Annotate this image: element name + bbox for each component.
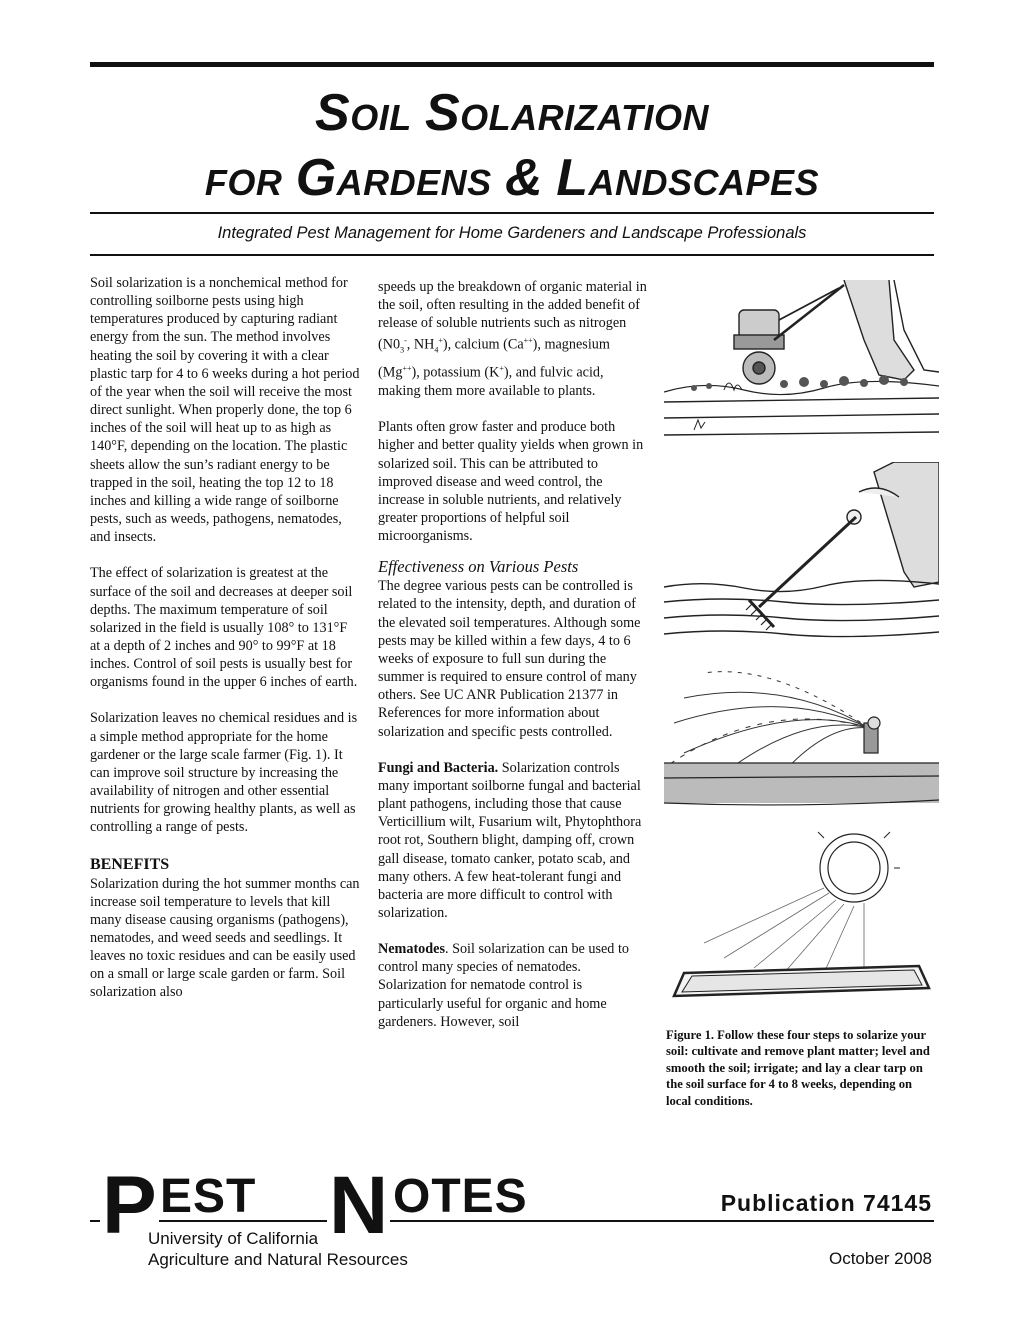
irrigate-illustration (664, 668, 939, 828)
brand-est: EST (160, 1170, 257, 1223)
nh4-superscript: + (438, 336, 443, 346)
k-superscript: + (499, 364, 504, 374)
nematodes-paragraph (378, 940, 648, 1031)
org-line-1: University of California (148, 1229, 319, 1248)
publication-date: October 2008 (828, 1249, 932, 1268)
nutrients-text-c: ), calcium (Ca (442, 337, 524, 354)
no3-subscript: 3 (400, 346, 405, 356)
benefits-heading: BENEFITS (90, 855, 170, 873)
top-rule (90, 62, 934, 67)
title-word-rest: OLARIZATION (460, 97, 709, 138)
nutrients-text-f: ), and fulvic acid, making them more available to plants. (378, 364, 604, 400)
figure-caption: Figure 1. Follow these four steps to solarize your soil: cultivate and remove plant matter; level and smooth the soil; irrigate; and lay a clear tarp on the soil surface for 4 to 8 weeks, depending on local conditions. (666, 1028, 930, 1108)
title-rule (90, 212, 934, 214)
title-line-2-text (204, 149, 820, 207)
title-word-rest: OIL (350, 97, 412, 138)
ca-superscript: ++ (523, 336, 533, 346)
column-1 (90, 274, 360, 1020)
title-line-1-text (315, 84, 709, 142)
benefits-paragraph: Solarization during the hot summer months can increase soil temperature to levels that kill many disease causing organisms (pathogens), nematodes, and weed seeds and seedlings. It leaves no toxic residues and can be easily used on a small or large scale garden or farm. Soil solarization also (90, 875, 360, 1001)
title-word-rest: ARDENS (336, 162, 492, 203)
title-initial: S (424, 84, 461, 142)
fungi-label: Fungi and Bacteria. (378, 759, 499, 776)
no3-superscript: - (404, 336, 407, 346)
org-line-2: Agriculture and Natural Resources (148, 1250, 408, 1269)
nutrients-text-a: speeds up the breakdown of organic material in the soil, often resulting in the added benefit of release of soluble nutrients such as nitrogen (N0 (378, 279, 647, 354)
title-word-rest: ANDSCAPES (588, 162, 820, 203)
yields-paragraph: Plants often grow faster and produce both higher and better quality yields when grown in solarized soil. This can be attributed to improved disease and weed control, the increase in soluble nutrients, and relatively greater proportions of helpful soil microorganisms. (378, 419, 644, 545)
effect-paragraph: The effect of solarization is greatest at the surface of the soil and decreases at deeper soil depths. The maximum temperature of soil solarized in the field is usually 108° to 131°F at a depth of 2 inches and 90° to 99°F at 18 inches. Control of soil pests is usually best for organisms found in the upper 6 inches of earth. (90, 565, 358, 691)
title-line-2 (90, 150, 934, 211)
fungi-text: Solarization controls many important soilborne fungal and bacterial plant pathogens, including those that cause Verticillium wilt, Fusarium wilt, Phytophthora root rot, Southern blight, damping off, crown gall disease, tomato canker, potato scab, and many others. A few heat-tolerant fungi and bacteria are more difficult to control with solarization. (378, 759, 642, 921)
nh4-subscript: 4 (434, 346, 439, 356)
nematodes-text: . Soil solarization can be used to control many species of nematodes. Solarization for nematode control is particularly useful for organic and home gardeners. However, soil (378, 941, 629, 1030)
residue-paragraph: Solarization leaves no chemical residues and is a simple method appropriate for the home gardener or the large scale farmer (Fig. 1). It can improve soil structure by increasing the availability of nitrogen and other essential nutrients for growing healthy plants, as well as controlling a range of pests. (90, 710, 358, 836)
nematodes-label: Nematodes (378, 941, 445, 958)
fungi-paragraph (378, 759, 648, 922)
intro-paragraph: Soil solarization is a nonchemical method for controlling soilborne pests using high temperatures produced by capturing radiant energy from the sun. The method involves heating the soil by covering it with a clear plastic tarp for 4 to 6 weeks during a hot period of the year when the soil will receive the most direct sunlight. When properly done, the top 6 inches of the soil will heat up to as high as 140°F, depending on the location. The plastic sheets allow the sun’s radiant energy to be trapped in the soil, heating the top 12 to 18 inches and killing a wide range of soilborne pests, such as weeds, pathogens, nematodes, and insects. (90, 275, 360, 546)
title-initial: & (504, 149, 543, 207)
brand-p: P (102, 1160, 157, 1251)
nutrients-text-d: ), magnesium (Mg (378, 337, 610, 381)
publication-number: Publication 74145 (720, 1190, 932, 1216)
column-2 (378, 278, 648, 1049)
cultivate-illustration (664, 280, 939, 450)
nutrients-text-b: , NH (406, 337, 435, 354)
title-line-1 (90, 85, 934, 146)
title-initial: S (315, 84, 351, 142)
title-initial: G (295, 149, 337, 207)
brand-otes: OTES (393, 1170, 528, 1223)
tarp-illustration (664, 828, 939, 1008)
title-word-rest: FOR (204, 162, 283, 203)
nutrients-text-e: ), potassium (K (411, 364, 500, 381)
subtitle-rule (90, 254, 934, 256)
rake-illustration (664, 462, 939, 642)
effectiveness-heading: Effectiveness on Various Pests (378, 557, 579, 577)
subtitle: Integrated Pest Management for Home Gardeners and Landscape Professionals (217, 224, 807, 242)
title-initial: L (556, 149, 589, 207)
effectiveness-paragraph: The degree various pests can be controlled is related to the intensity, depth, and duration of the elevated soil temperatures. Although some pests may be killed within a few days, 4 to 6 weeks of exposure to full sun during the summer is required to ensure control of many others. See UC ANR Publication 21377 in References for more information about solarization and specific pests controlled. (378, 578, 641, 740)
mg-superscript: ++ (402, 364, 412, 374)
brand-n: N (329, 1160, 389, 1251)
organization (148, 1228, 408, 1270)
nutrients-paragraph (378, 278, 648, 400)
